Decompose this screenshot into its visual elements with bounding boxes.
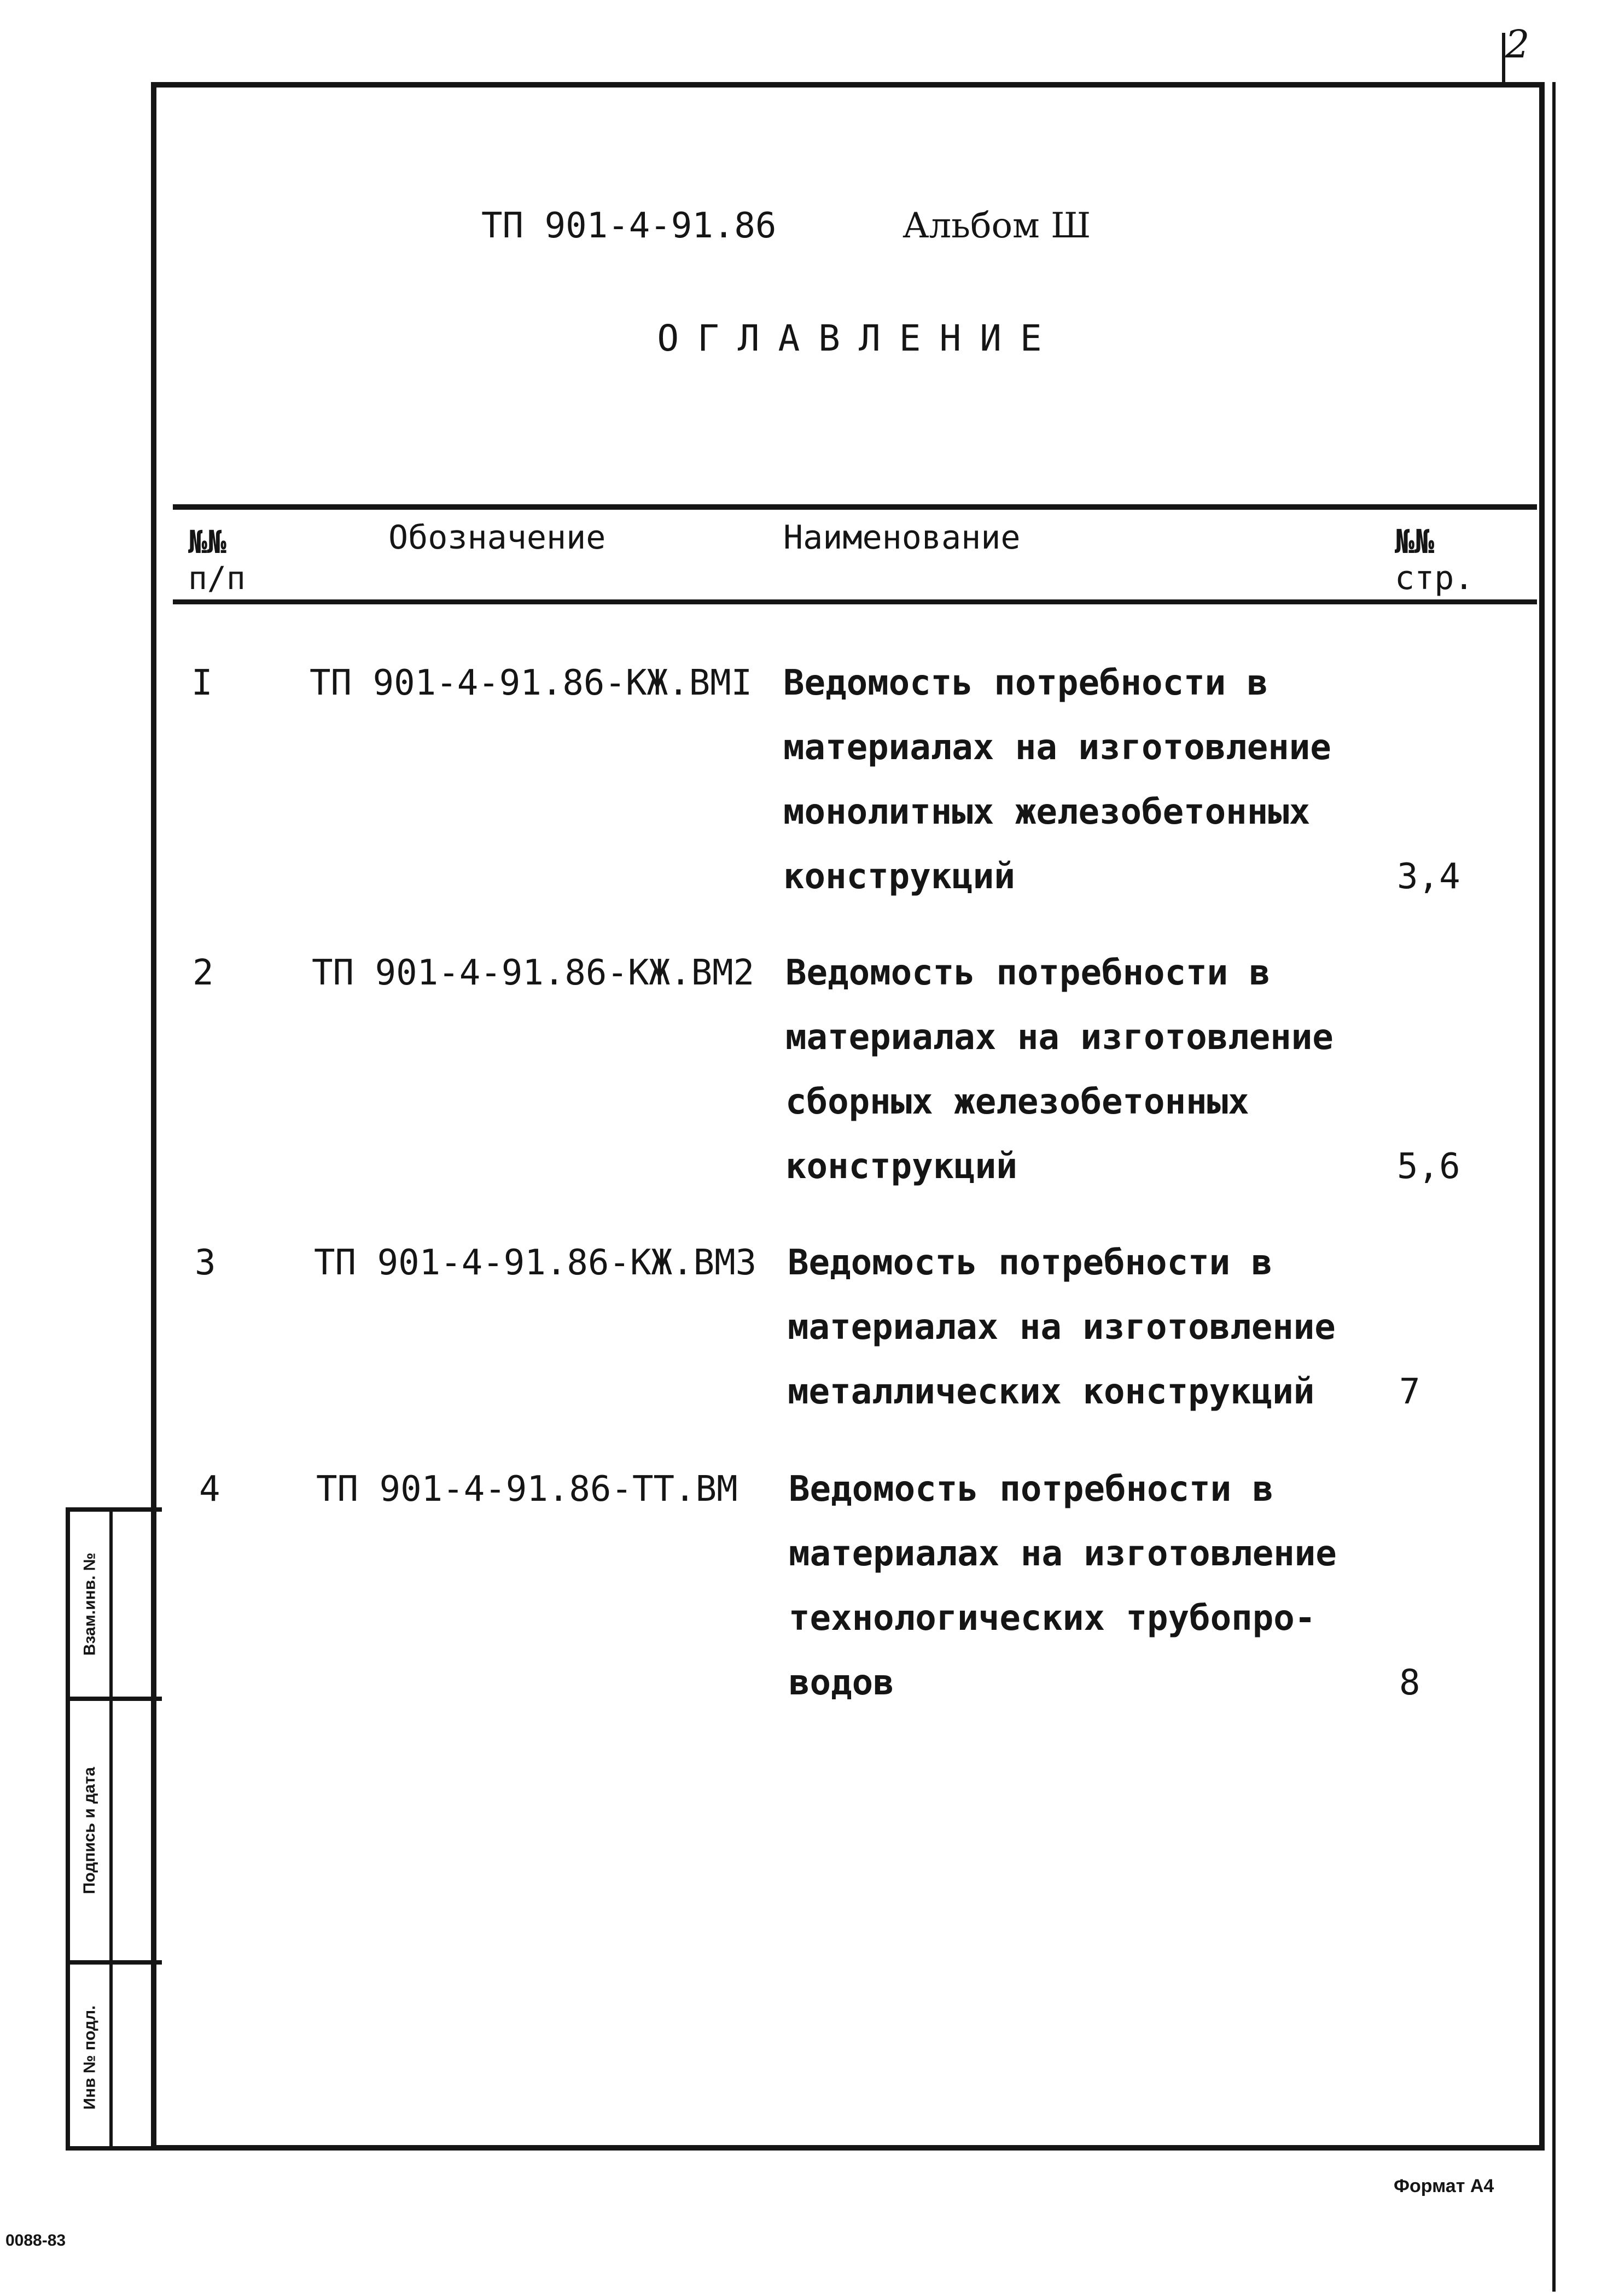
column-header-number [188, 524, 246, 596]
column-header-pages-line2: стр. [1395, 559, 1474, 597]
row-2-name [785, 941, 1334, 1199]
row-4-name-line: технологических трубопро- [789, 1598, 1316, 1639]
row-4-number: 4 [199, 1469, 220, 1510]
row-1-name-line: Ведомость потребности в [783, 663, 1268, 703]
stamp-row-divider [70, 1960, 162, 1965]
row-4-name [789, 1457, 1337, 1715]
row-4-name-line: материалах на изготовление [789, 1534, 1337, 1574]
row-1-designation: ТП 901-4-91.86-КЖ.ВМI [310, 663, 753, 703]
page-title: ОГЛАВЛЕНИЕ [657, 317, 1061, 359]
row-2-name-line: сборных железобетонных [785, 1082, 1249, 1122]
table-header-rule [173, 599, 1537, 604]
row-1-number: I [191, 663, 213, 703]
stamp-column-divider [109, 1512, 113, 2146]
stamp-label-text: Подпись и дата [80, 1767, 99, 1895]
row-3-designation: ТП 901-4-91.86-КЖ.ВМ3 [314, 1243, 757, 1283]
row-2-name-line: Ведомость потребности в [785, 953, 1271, 993]
row-1-name [783, 651, 1331, 909]
row-2-number: 2 [193, 953, 214, 993]
frame-outer-edge [1552, 82, 1556, 2292]
row-1-name-line: монолитных железобетонных [783, 792, 1311, 832]
column-header-pages-line1: №№ [1395, 523, 1435, 561]
column-header-number-line2: п/п [188, 560, 246, 597]
column-header-designation: Обозначение [388, 518, 606, 557]
column-header-pages [1395, 524, 1474, 596]
stamp-label-inventory [70, 1965, 109, 2151]
row-4-name-line: Ведомость потребности в [789, 1469, 1274, 1510]
row-1-name-line: конструкций [783, 856, 1015, 897]
row-4-name-line: водов [789, 1663, 894, 1703]
row-3-name-line: металлических конструкций [788, 1372, 1315, 1412]
row-3-name-line: материалах на изготовление [788, 1307, 1336, 1348]
stamp-label-signature [70, 1701, 109, 1960]
column-header-name: Наименование [783, 518, 1021, 557]
row-2-pages: 5,6 [1397, 1146, 1460, 1187]
row-3-pages: 7 [1399, 1372, 1420, 1412]
row-2-name-line: материалах на изготовление [785, 1017, 1334, 1058]
stamp-label-text: Взам.инв. № [80, 1552, 99, 1656]
row-4-pages: 8 [1399, 1663, 1420, 1703]
row-2-designation: ТП 901-4-91.86-КЖ.ВМ2 [312, 953, 755, 993]
row-3-name-line: Ведомость потребности в [788, 1243, 1273, 1283]
column-header-number-line1: №№ [188, 523, 226, 561]
document-code: ТП 901-4-91.86 [481, 206, 777, 246]
side-stamp-block [66, 1507, 162, 2151]
album-label: Альбом Ш [903, 206, 1091, 246]
form-code: 0088-83 [5, 2231, 66, 2250]
table-top-rule [173, 504, 1537, 510]
row-3-name [788, 1231, 1336, 1424]
row-1-pages: 3,4 [1397, 856, 1460, 897]
row-3-number: 3 [195, 1243, 216, 1283]
page-number: 2 [1505, 22, 1530, 67]
format-label: Формат А4 [1394, 2176, 1494, 2196]
stamp-row-divider [70, 1697, 162, 1701]
stamp-label-text: Инв № подл. [80, 2005, 99, 2110]
row-2-name-line: конструкций [785, 1146, 1017, 1187]
stamp-label-replacement [70, 1512, 109, 1697]
row-4-designation: ТП 901-4-91.86-ТТ.ВМ [316, 1469, 738, 1510]
row-1-name-line: материалах на изготовление [783, 727, 1331, 768]
